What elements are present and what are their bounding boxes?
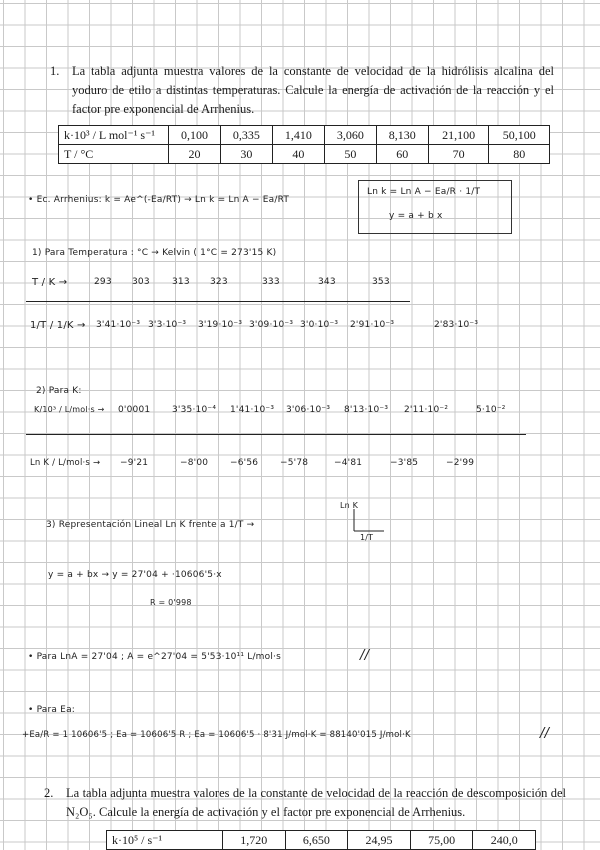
- mini-graph-x-label: 1/T: [360, 533, 374, 542]
- problem-2-table: [106, 830, 536, 850]
- table-cell: 30: [220, 145, 272, 164]
- k-value: 5·10⁻²: [476, 405, 506, 415]
- problem-1-statement: La tabla adjunta muestra valores de la constante de velocidad de la hidrólisis alcalina del yoduro de etilo a distintas temperaturas. Calcule la energía de activación de la reacción y el factor pre exponencial de Arrhenius.: [72, 64, 554, 116]
- table-row-label: k·10³ / L mol⁻¹ s⁻¹: [59, 126, 169, 145]
- problem-2-number: 2.: [44, 786, 54, 800]
- table-row-label: k·10⁵ / s⁻¹: [107, 831, 223, 850]
- step-2-title: 2) Para K:: [36, 386, 82, 396]
- table-cell: 60: [376, 145, 428, 164]
- tk-value: 353: [372, 277, 390, 287]
- table-cell: 0,100: [169, 126, 221, 145]
- tk-value: 303: [132, 277, 150, 287]
- problem-2-statement: La tabla adjunta muestra valores de la constante de velocidad de la reacción de descomposición del N₂O₅. Calcule la energía de activación y el factor pre exponencial de Arrhenius.: [66, 786, 566, 819]
- table-cell: 24,95: [348, 831, 411, 850]
- problem-1-table: [58, 125, 550, 164]
- k-value: 2'11·10⁻²: [404, 405, 449, 415]
- table-cell: 240,0: [473, 831, 536, 850]
- inverse-t-value: 2'83·10⁻³: [434, 320, 479, 330]
- table-row: [59, 126, 550, 145]
- lnk-value: −8'00: [180, 458, 209, 468]
- table-cell: 80: [489, 145, 550, 164]
- divider-line: [26, 434, 526, 435]
- table-cell: 8,130: [376, 126, 428, 145]
- k-value: 0'0001: [118, 405, 151, 415]
- table-cell: 70: [428, 145, 489, 164]
- k-value: 3'35·10⁻⁴: [172, 405, 217, 415]
- k-value: 1'41·10⁻³: [230, 405, 275, 415]
- step-1-title: 1) Para Temperatura : °C → Kelvin ( 1°C = 273'15 K): [32, 248, 277, 258]
- k-value: 3'06·10⁻³: [286, 405, 331, 415]
- table-cell: 6,650: [285, 831, 348, 850]
- lnk-value: −9'21: [120, 458, 149, 468]
- lnk-value: −5'78: [280, 458, 309, 468]
- mini-graph-y-label: Ln K: [340, 501, 359, 510]
- double-slash-mark: //: [540, 726, 550, 741]
- tk-value: 293: [94, 277, 112, 287]
- inverse-t-value: 3'41·10⁻³: [96, 320, 141, 330]
- correlation-coefficient: R = 0'998: [150, 598, 192, 607]
- table-row: [107, 831, 536, 850]
- inverse-t-value: 2'91·10⁻³: [350, 320, 395, 330]
- problem-1-number: 1.: [50, 64, 60, 78]
- tk-label: T / K →: [32, 277, 68, 288]
- divider-line: [26, 301, 410, 302]
- boxed-equation-2: y = a + b x: [389, 211, 443, 221]
- lnk-value: −2'99: [446, 458, 475, 468]
- tk-value: 313: [172, 277, 190, 287]
- ea-title: • Para Ea:: [28, 705, 76, 715]
- table-cell: 0,335: [220, 126, 272, 145]
- table-cell: 1,410: [272, 126, 324, 145]
- tk-value: 343: [318, 277, 336, 287]
- table-cell: 40: [272, 145, 324, 164]
- inverse-t-value: 3'09·10⁻³: [249, 320, 294, 330]
- step-3-title: 3) Representación Lineal Ln K frente a 1/T →: [46, 520, 255, 530]
- mini-graph: [340, 501, 390, 545]
- k-label: K/10³ / L/mol·s →: [34, 405, 105, 414]
- tk-value: 333: [262, 277, 280, 287]
- double-slash-mark: //: [360, 648, 370, 663]
- table-cell: 50: [324, 145, 376, 164]
- ea-result: +Ea/R = 1 10606'5 ; Ea = 10606'5 R ; Ea = 10606'5 · 8'31 J/mol·K = 88140'015 J/mol·K: [22, 730, 411, 740]
- table-cell: 3,060: [324, 126, 376, 145]
- table-cell: 21,100: [428, 126, 489, 145]
- table-cell: 20: [169, 145, 221, 164]
- table-cell: 50,100: [489, 126, 550, 145]
- table-row-label: T / °C: [59, 145, 169, 164]
- inverse-t-label: 1/T / 1/K →: [30, 320, 86, 331]
- k-value: 8'13·10⁻³: [344, 405, 389, 415]
- table-cell: 75,00: [410, 831, 473, 850]
- lnk-value: −4'81: [334, 458, 363, 468]
- boxed-linear-form: [358, 180, 512, 234]
- table-row: [59, 145, 550, 164]
- regression-equation: y = a + bx → y = 27'04 + ·10606'5·x: [48, 570, 222, 580]
- inverse-t-value: 3'3·10⁻³: [148, 320, 187, 330]
- boxed-equation-1: Ln k = Ln A − Ea/R · 1/T: [367, 187, 481, 197]
- arrhenius-equation: • Ec. Arrhenius: k = Ae^(-Ea/RT) → Ln k = Ln A − Ea/RT: [28, 195, 290, 205]
- inverse-t-value: 3'19·10⁻³: [198, 320, 243, 330]
- lnk-value: −3'85: [390, 458, 419, 468]
- inverse-t-value: 3'0·10⁻³: [300, 320, 339, 330]
- lnk-value: −6'56: [230, 458, 259, 468]
- lnk-label: Ln K / L/mol·s →: [30, 458, 101, 468]
- tk-value: 323: [210, 277, 228, 287]
- table-cell: 1,720: [223, 831, 286, 850]
- ln-a-result: • Para LnA = 27'04 ; A = e^27'04 = 5'53·10¹¹ L/mol·s: [28, 652, 282, 662]
